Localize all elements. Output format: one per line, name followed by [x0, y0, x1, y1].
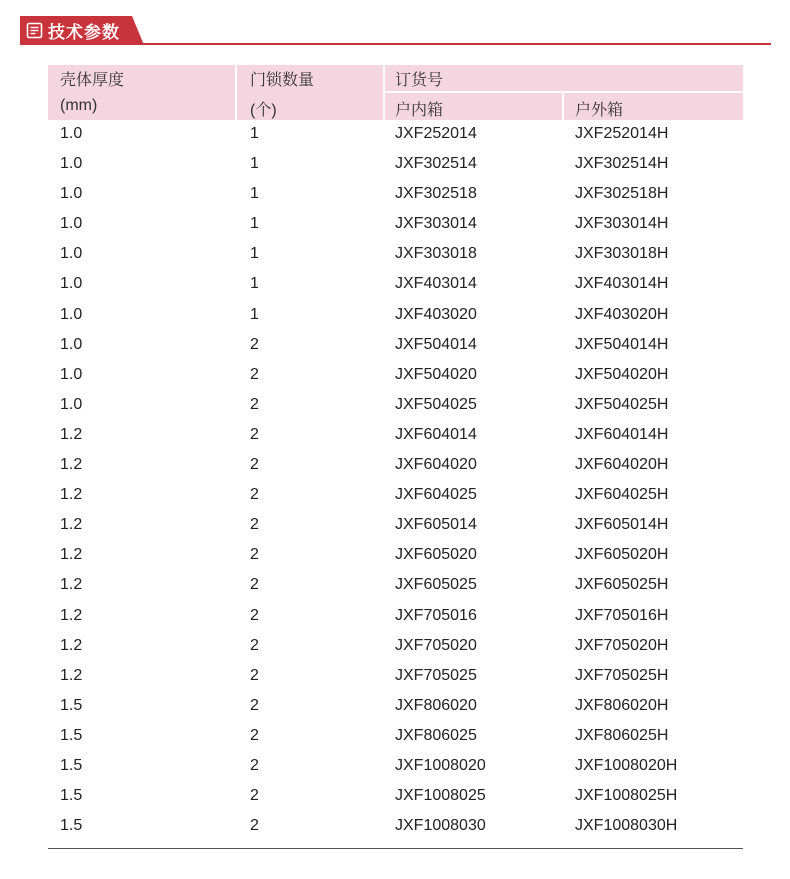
cell-outdoor-order-no: JXF605014H: [575, 516, 669, 534]
cell-outdoor-order-no: JXF1008025H: [575, 787, 678, 805]
table-row: [48, 571, 743, 601]
document-icon: [26, 22, 43, 39]
cell-outdoor-order-no: JXF303018H: [575, 245, 669, 263]
table-row: [48, 240, 743, 270]
cell-indoor-order-no: JXF705020: [395, 636, 477, 654]
cell-thickness: 1.0: [60, 365, 83, 383]
cell-indoor-order-no: JXF705016: [395, 606, 477, 624]
header-order-number: 订货号: [395, 72, 444, 89]
header-divider: [383, 91, 743, 93]
cell-indoor-order-no: JXF302518: [395, 185, 477, 203]
cell-lock-count: 2: [250, 636, 259, 654]
table-row: [48, 632, 743, 662]
table-row: [48, 210, 743, 240]
cell-lock-count: 2: [250, 395, 259, 413]
cell-thickness: 1.2: [60, 516, 83, 534]
cell-outdoor-order-no: JXF403020H: [575, 305, 669, 323]
cell-lock-count: 2: [250, 787, 259, 805]
cell-lock-count: 2: [250, 546, 259, 564]
cell-lock-count: 2: [250, 606, 259, 624]
table-bottom-rule: [48, 848, 743, 849]
cell-indoor-order-no: JXF1008020: [395, 756, 486, 774]
cell-outdoor-order-no: JXF504025H: [575, 395, 669, 413]
cell-outdoor-order-no: JXF302514H: [575, 155, 669, 173]
cell-thickness: 1.0: [60, 305, 83, 323]
cell-outdoor-order-no: JXF605025H: [575, 576, 669, 594]
cell-outdoor-order-no: JXF604025H: [575, 486, 669, 504]
cell-thickness: 1.2: [60, 456, 83, 474]
cell-thickness: 1.5: [60, 756, 83, 774]
cell-lock-count: 2: [250, 756, 259, 774]
cell-outdoor-order-no: JXF1008030H: [575, 817, 678, 835]
cell-thickness: 1.2: [60, 576, 83, 594]
spec-table: [48, 65, 743, 849]
cell-thickness: 1.0: [60, 395, 83, 413]
header-divider: [235, 65, 237, 120]
cell-indoor-order-no: JXF252014: [395, 125, 477, 142]
cell-indoor-order-no: JXF604020: [395, 456, 477, 474]
cell-indoor-order-no: JXF1008030: [395, 817, 486, 835]
cell-lock-count: 2: [250, 726, 259, 744]
cell-indoor-order-no: JXF504020: [395, 365, 477, 383]
cell-thickness: 1.2: [60, 546, 83, 564]
cell-outdoor-order-no: JXF504020H: [575, 365, 669, 383]
table-row: [48, 782, 743, 812]
cell-thickness: 1.2: [60, 636, 83, 654]
cell-thickness: 1.5: [60, 726, 83, 744]
cell-lock-count: 2: [250, 486, 259, 504]
cell-outdoor-order-no: JXF303014H: [575, 215, 669, 233]
cell-outdoor-order-no: JXF403014H: [575, 275, 669, 293]
cell-thickness: 1.0: [60, 125, 83, 142]
table-row: [48, 481, 743, 511]
header-locks-unit: (个): [250, 102, 277, 119]
cell-lock-count: 1: [250, 155, 259, 173]
cell-lock-count: 2: [250, 516, 259, 534]
header-thickness: 壳体厚度: [60, 72, 125, 89]
cell-outdoor-order-no: JXF604020H: [575, 456, 669, 474]
table-row: [48, 541, 743, 571]
section-tag: [20, 16, 132, 45]
cell-outdoor-order-no: JXF1008020H: [575, 756, 678, 774]
header-outdoor-box: 户外箱: [575, 102, 624, 119]
header-thickness-unit: (mm): [60, 97, 98, 114]
table-row: [48, 692, 743, 722]
cell-thickness: 1.0: [60, 245, 83, 263]
table-row: [48, 120, 743, 150]
table-row: [48, 812, 743, 842]
cell-outdoor-order-no: JXF504014H: [575, 335, 669, 353]
header-locks: 门锁数量: [250, 72, 315, 89]
cell-thickness: 1.5: [60, 696, 83, 714]
cell-indoor-order-no: JXF1008025: [395, 787, 486, 805]
cell-indoor-order-no: JXF705025: [395, 666, 477, 684]
table-row: [48, 451, 743, 481]
cell-thickness: 1.2: [60, 666, 83, 684]
cell-lock-count: 2: [250, 696, 259, 714]
cell-lock-count: 2: [250, 365, 259, 383]
section-banner: [20, 16, 132, 45]
cell-outdoor-order-no: JXF302518H: [575, 185, 669, 203]
table-row: [48, 391, 743, 421]
cell-thickness: 1.0: [60, 335, 83, 353]
cell-indoor-order-no: JXF806020: [395, 696, 477, 714]
cell-thickness: 1.2: [60, 606, 83, 624]
table-row: [48, 662, 743, 692]
table-body: [48, 120, 743, 842]
table-header: [48, 65, 743, 120]
cell-indoor-order-no: JXF605025: [395, 576, 477, 594]
cell-thickness: 1.5: [60, 787, 83, 805]
cell-lock-count: 2: [250, 576, 259, 594]
table-row: [48, 511, 743, 541]
cell-thickness: 1.2: [60, 486, 83, 504]
cell-indoor-order-no: JXF604025: [395, 486, 477, 504]
cell-indoor-order-no: JXF303018: [395, 245, 477, 263]
cell-outdoor-order-no: JXF604014H: [575, 425, 669, 443]
cell-lock-count: 2: [250, 335, 259, 353]
table-row: [48, 301, 743, 331]
cell-lock-count: 1: [250, 185, 259, 203]
cell-outdoor-order-no: JXF806020H: [575, 696, 669, 714]
cell-lock-count: 1: [250, 125, 259, 142]
cell-lock-count: 1: [250, 215, 259, 233]
cell-outdoor-order-no: JXF705025H: [575, 666, 669, 684]
cell-indoor-order-no: JXF504014: [395, 335, 477, 353]
cell-thickness: 1.5: [60, 817, 83, 835]
cell-thickness: 1.2: [60, 425, 83, 443]
header-divider: [562, 92, 564, 120]
cell-outdoor-order-no: JXF705020H: [575, 636, 669, 654]
cell-outdoor-order-no: JXF252014H: [575, 125, 669, 142]
cell-lock-count: 2: [250, 425, 259, 443]
table-row: [48, 722, 743, 752]
cell-lock-count: 1: [250, 305, 259, 323]
section-title: 技术参数: [48, 23, 120, 42]
cell-indoor-order-no: JXF605020: [395, 546, 477, 564]
table-row: [48, 421, 743, 451]
cell-indoor-order-no: JXF604014: [395, 425, 477, 443]
table-row: [48, 361, 743, 391]
table-row: [48, 752, 743, 782]
cell-lock-count: 2: [250, 666, 259, 684]
cell-indoor-order-no: JXF806025: [395, 726, 477, 744]
cell-indoor-order-no: JXF504025: [395, 395, 477, 413]
cell-indoor-order-no: JXF302514: [395, 155, 477, 173]
cell-indoor-order-no: JXF403020: [395, 305, 477, 323]
cell-lock-count: 2: [250, 456, 259, 474]
cell-outdoor-order-no: JXF705016H: [575, 606, 669, 624]
header-indoor-box: 户内箱: [395, 102, 444, 119]
cell-indoor-order-no: JXF403014: [395, 275, 477, 293]
cell-outdoor-order-no: JXF806025H: [575, 726, 669, 744]
table-row: [48, 270, 743, 300]
banner-underline: [20, 43, 771, 45]
cell-indoor-order-no: JXF303014: [395, 215, 477, 233]
cell-thickness: 1.0: [60, 275, 83, 293]
cell-thickness: 1.0: [60, 215, 83, 233]
cell-indoor-order-no: JXF605014: [395, 516, 477, 534]
table-row: [48, 331, 743, 361]
table-row: [48, 180, 743, 210]
cell-outdoor-order-no: JXF605020H: [575, 546, 669, 564]
cell-thickness: 1.0: [60, 155, 83, 173]
table-row: [48, 602, 743, 632]
cell-lock-count: 2: [250, 817, 259, 835]
table-row: [48, 150, 743, 180]
cell-lock-count: 1: [250, 275, 259, 293]
cell-lock-count: 1: [250, 245, 259, 263]
cell-thickness: 1.0: [60, 185, 83, 203]
